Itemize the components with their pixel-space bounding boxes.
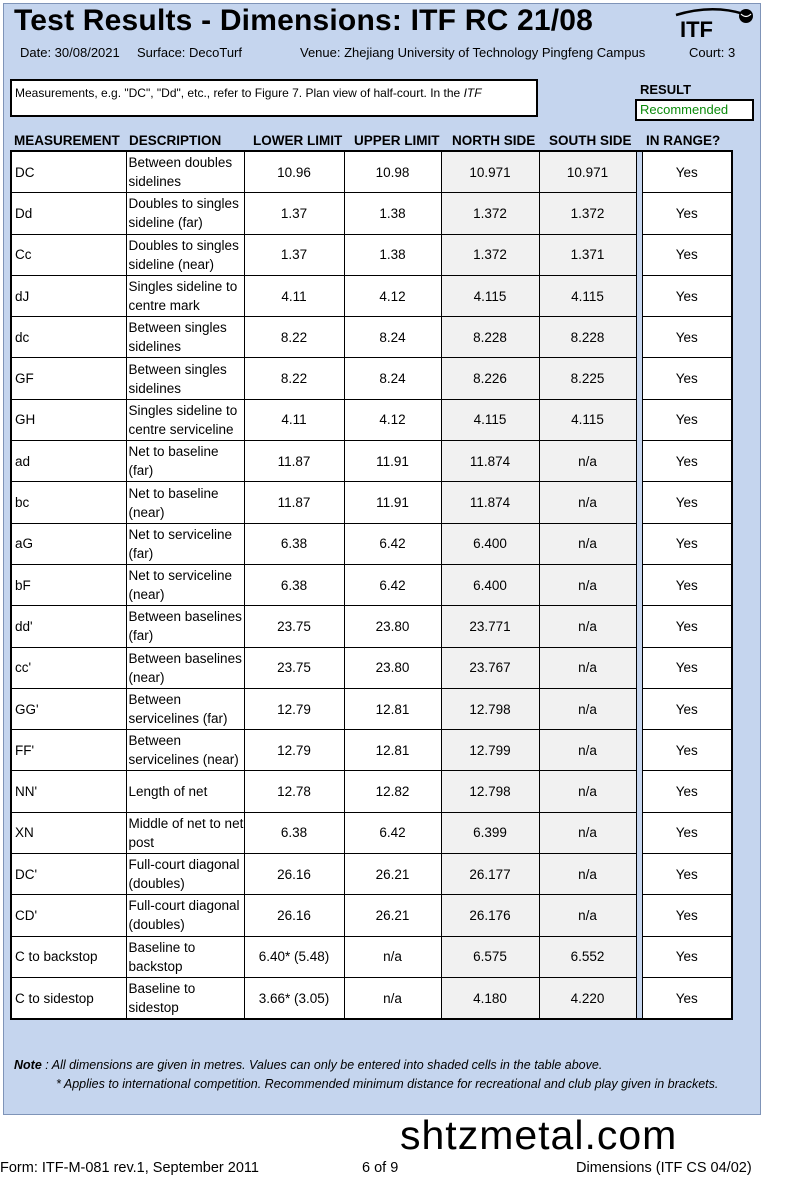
itf-logo [672,6,754,40]
upper-limit-cell: 8.24 [344,358,441,399]
measurement-cell: FF' [11,730,126,771]
upper-limit-cell: 26.21 [344,854,441,895]
table-row [11,234,732,275]
in-range-cell: Yes [642,606,732,647]
measurement-cell: dJ [11,275,126,316]
table-row [11,771,732,812]
south-side-cell[interactable]: 8.225 [539,358,636,399]
table-row [11,399,732,440]
logo-text: ITF [680,17,713,40]
note-line-1 [14,1058,602,1072]
table-row [11,977,732,1019]
south-side-cell[interactable]: n/a [539,606,636,647]
description-cell: Between baselines (near) [126,647,244,688]
column-header-in-range: IN RANGE? [646,133,721,148]
upper-limit-cell: 12.81 [344,688,441,729]
lower-limit-cell: 26.16 [244,895,344,936]
measurement-cell: dc [11,317,126,358]
date-label: Date: 30/08/2021 [20,45,120,60]
measurement-cell: bc [11,482,126,523]
table-row [11,482,732,523]
upper-limit-cell: 6.42 [344,812,441,853]
lower-limit-cell: 4.11 [244,275,344,316]
south-side-cell[interactable]: n/a [539,647,636,688]
in-range-cell: Yes [642,647,732,688]
north-side-cell[interactable]: 8.226 [441,358,539,399]
lower-limit-cell: 6.40* (5.48) [244,936,344,977]
upper-limit-cell: 12.82 [344,771,441,812]
upper-limit-cell: 12.81 [344,730,441,771]
table-row [11,275,732,316]
description-cell: Full-court diagonal (doubles) [126,895,244,936]
upper-limit-cell: n/a [344,977,441,1019]
lower-limit-cell: 11.87 [244,441,344,482]
table-row [11,441,732,482]
upper-limit-cell: 23.80 [344,647,441,688]
measurement-cell: NN' [11,771,126,812]
measurement-cell: XN [11,812,126,853]
north-side-cell[interactable]: 12.798 [441,771,539,812]
in-range-cell: Yes [642,482,732,523]
north-side-cell[interactable]: 11.874 [441,482,539,523]
north-side-cell[interactable]: 4.180 [441,977,539,1019]
upper-limit-cell: n/a [344,936,441,977]
measurement-cell: ad [11,441,126,482]
measurement-cell: C to sidestop [11,977,126,1019]
measurement-cell: dd' [11,606,126,647]
page-title: Test Results - Dimensions: ITF RC 21/08 [14,4,594,37]
description-cell: Between singles sidelines [126,317,244,358]
note-line-2: * Applies to international competition. Recommended minimum distance for recreational and club play given in brackets. [56,1077,719,1091]
measurement-cell: cc' [11,647,126,688]
upper-limit-cell: 10.98 [344,151,441,193]
lower-limit-cell: 12.79 [244,730,344,771]
lower-limit-cell: 23.75 [244,606,344,647]
table-row [11,564,732,605]
description-cell: Singles sideline to centre mark [126,275,244,316]
in-range-cell: Yes [642,812,732,853]
upper-limit-cell: 6.42 [344,523,441,564]
table-row [11,854,732,895]
upper-limit-cell: 26.21 [344,895,441,936]
lower-limit-cell: 8.22 [244,317,344,358]
note-text-1: : All dimensions are given in metres. Values can only be entered into shaded cells in the table above. [41,1058,603,1072]
in-range-cell: Yes [642,275,732,316]
description-cell: Singles sideline to centre serviceline [126,399,244,440]
north-side-cell[interactable]: 1.372 [441,234,539,275]
table-row [11,730,732,771]
table-row [11,688,732,729]
lower-limit-cell: 4.11 [244,399,344,440]
description-cell: Between doubles sidelines [126,151,244,193]
lower-limit-cell: 1.37 [244,193,344,234]
upper-limit-cell: 1.38 [344,234,441,275]
north-side-cell[interactable]: 11.874 [441,441,539,482]
north-side-cell[interactable]: 6.575 [441,936,539,977]
measurement-cell: aG [11,523,126,564]
column-header-measurement: MEASUREMENT [14,133,120,148]
upper-limit-cell: 4.12 [344,275,441,316]
in-range-cell: Yes [642,523,732,564]
in-range-cell: Yes [642,895,732,936]
measurement-cell: DC' [11,854,126,895]
south-side-cell[interactable]: n/a [539,688,636,729]
in-range-cell: Yes [642,441,732,482]
south-side-cell[interactable]: n/a [539,895,636,936]
north-side-cell[interactable]: 26.176 [441,895,539,936]
lower-limit-cell: 11.87 [244,482,344,523]
south-side-cell[interactable]: n/a [539,523,636,564]
result-label: RESULT [640,82,692,97]
watermark: shtzmetal.com [400,1112,678,1158]
column-header-lower-limit: LOWER LIMIT [253,133,343,148]
south-side-cell[interactable]: n/a [539,482,636,523]
in-range-cell: Yes [642,234,732,275]
venue-label: Venue: Zhejiang University of Technology Pingfeng Campus [300,45,646,60]
in-range-cell: Yes [642,317,732,358]
measurement-cell: GH [11,399,126,440]
column-header-description: DESCRIPTION [129,133,222,148]
in-range-cell: Yes [642,151,732,193]
north-side-cell[interactable]: 12.799 [441,730,539,771]
north-side-cell[interactable]: 8.228 [441,317,539,358]
south-side-cell[interactable]: n/a [539,812,636,853]
north-side-cell[interactable]: 6.400 [441,564,539,605]
lower-limit-cell: 10.96 [244,151,344,193]
description-cell: Net to baseline (far) [126,441,244,482]
table-row [11,895,732,936]
lower-limit-cell: 6.38 [244,564,344,605]
measurement-cell: Dd [11,193,126,234]
in-range-cell: Yes [642,688,732,729]
lower-limit-cell: 1.37 [244,234,344,275]
lower-limit-cell: 26.16 [244,854,344,895]
south-side-cell[interactable]: 6.552 [539,936,636,977]
north-side-cell[interactable]: 4.115 [441,399,539,440]
lower-limit-cell: 8.22 [244,358,344,399]
north-side-cell[interactable]: 1.372 [441,193,539,234]
in-range-cell: Yes [642,730,732,771]
upper-limit-cell: 4.12 [344,399,441,440]
south-side-cell[interactable]: n/a [539,771,636,812]
column-header-upper-limit: UPPER LIMIT [354,133,440,148]
table-row [11,606,732,647]
in-range-cell: Yes [642,193,732,234]
description-cell: Net to serviceline (near) [126,564,244,605]
north-side-cell[interactable]: 4.115 [441,275,539,316]
description-cell: Between servicelines (far) [126,688,244,729]
upper-limit-cell: 8.24 [344,317,441,358]
in-range-cell: Yes [642,771,732,812]
table-row [11,151,732,193]
note-label: Note [14,1058,42,1072]
south-side-cell[interactable]: 4.115 [539,275,636,316]
description-cell: Net to serviceline (far) [126,523,244,564]
lower-limit-cell: 12.78 [244,771,344,812]
description-cell: Full-court diagonal (doubles) [126,854,244,895]
table-row [11,523,732,564]
lower-limit-cell: 23.75 [244,647,344,688]
upper-limit-cell: 11.91 [344,482,441,523]
upper-limit-cell: 23.80 [344,606,441,647]
court-label: Court: 3 [689,45,736,60]
description-cell: Between baselines (far) [126,606,244,647]
lower-limit-cell: 6.38 [244,523,344,564]
measurement-cell: CD' [11,895,126,936]
north-side-cell[interactable]: 6.399 [441,812,539,853]
upper-limit-cell: 6.42 [344,564,441,605]
table-row [11,317,732,358]
footer-form: Form: ITF-M-081 rev.1, September 2011 [0,1160,259,1176]
in-range-cell: Yes [642,977,732,1019]
measurement-cell: Cc [11,234,126,275]
south-side-cell[interactable]: 4.220 [539,977,636,1019]
description-cell: Net to baseline (near) [126,482,244,523]
measurement-cell: bF [11,564,126,605]
in-range-cell: Yes [642,854,732,895]
in-range-cell: Yes [642,564,732,605]
table-row [11,358,732,399]
column-header-north-side: NORTH SIDE [452,133,536,148]
lower-limit-cell: 6.38 [244,812,344,853]
south-side-cell[interactable]: 1.371 [539,234,636,275]
info-text-box [10,79,538,117]
footer-page: 6 of 9 [362,1160,399,1176]
in-range-cell: Yes [642,936,732,977]
measurement-cell: DC [11,151,126,193]
footer-doc: Dimensions (ITF CS 04/02) [576,1160,752,1176]
north-side-cell[interactable]: 23.771 [441,606,539,647]
results-table-body [11,151,732,1019]
table-row [11,936,732,977]
south-side-cell[interactable]: 4.115 [539,399,636,440]
description-cell: Doubles to singles sideline (far) [126,193,244,234]
table-row [11,812,732,853]
column-header-south-side: SOUTH SIDE [549,133,632,148]
measurement-cell: GF [11,358,126,399]
in-range-cell: Yes [642,399,732,440]
surface-label: Surface: DecoTurf [137,45,243,60]
south-side-cell[interactable]: n/a [539,854,636,895]
upper-limit-cell: 1.38 [344,193,441,234]
results-table [10,150,733,1020]
north-side-cell[interactable]: 10.971 [441,151,539,193]
description-cell: Between servicelines (near) [126,730,244,771]
measurement-cell: GG' [11,688,126,729]
info-text-italic: ITF [463,86,482,100]
info-text: Measurements, e.g. "DC", "Dd", etc., refer to Figure 7. Plan view of half-court. In the [15,86,464,100]
lower-limit-cell: 12.79 [244,688,344,729]
table-row [11,647,732,688]
north-side-cell[interactable]: 23.767 [441,647,539,688]
south-side-cell[interactable]: 10.971 [539,151,636,193]
south-side-cell[interactable]: n/a [539,730,636,771]
description-cell: Baseline to sidestop [126,977,244,1019]
south-side-cell[interactable]: 8.228 [539,317,636,358]
measurement-cell: C to backstop [11,936,126,977]
description-cell: Baseline to backstop [126,936,244,977]
south-side-cell[interactable]: 1.372 [539,193,636,234]
north-side-cell[interactable]: 26.177 [441,854,539,895]
table-row [11,193,732,234]
description-cell: Length of net [126,771,244,812]
description-cell: Between singles sidelines [126,358,244,399]
in-range-cell: Yes [642,358,732,399]
upper-limit-cell: 11.91 [344,441,441,482]
result-value-field[interactable]: Recommended [635,99,754,121]
description-cell: Doubles to singles sideline (near) [126,234,244,275]
south-side-cell[interactable]: n/a [539,441,636,482]
south-side-cell[interactable]: n/a [539,564,636,605]
description-cell: Middle of net to net post [126,812,244,853]
north-side-cell[interactable]: 6.400 [441,523,539,564]
north-side-cell[interactable]: 12.798 [441,688,539,729]
lower-limit-cell: 3.66* (3.05) [244,977,344,1019]
